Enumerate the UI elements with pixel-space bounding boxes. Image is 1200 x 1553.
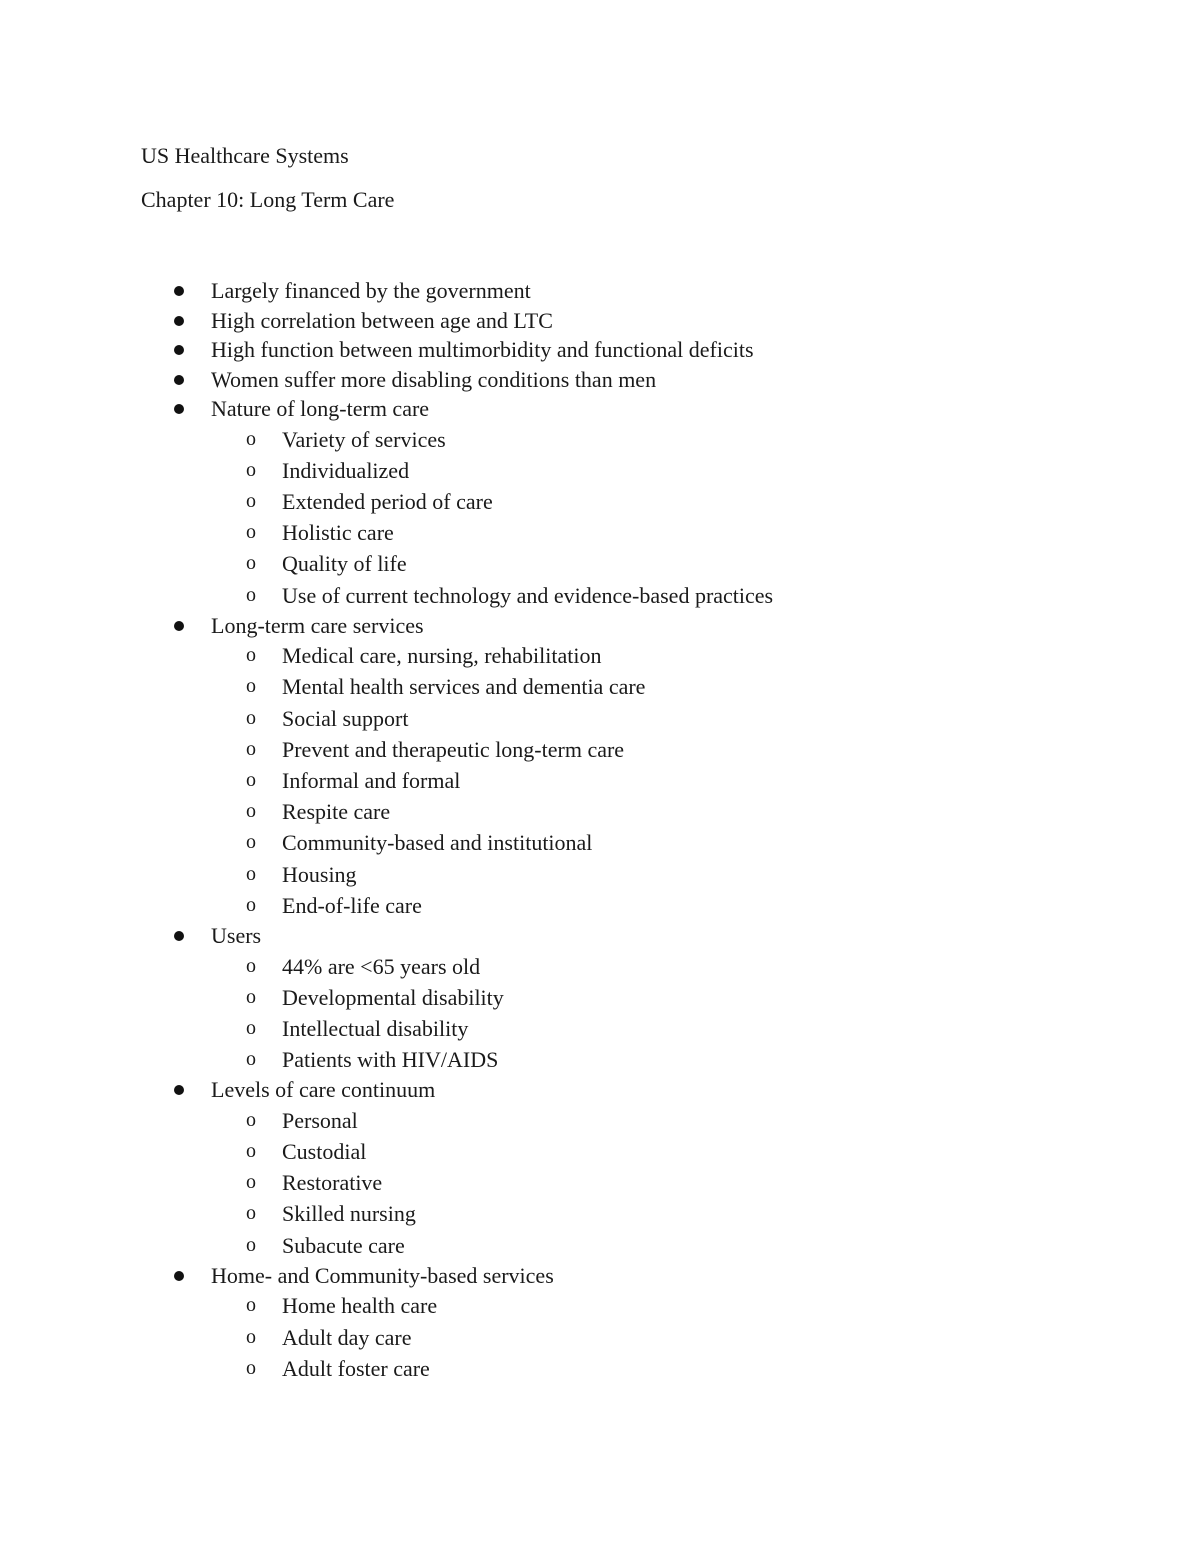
sub-bullet-text: Patients with HIV/AIDS: [282, 1047, 499, 1073]
sub-bullet-item: [0, 703, 1200, 734]
bullet-item: [0, 306, 1200, 336]
hollow-bullet-icon: o: [246, 985, 256, 1008]
sub-bullet-text: Home health care: [282, 1293, 438, 1319]
hollow-bullet-icon: o: [246, 521, 256, 544]
sub-bullet-item: [0, 424, 1200, 455]
sub-bullet-item: [0, 1290, 1200, 1321]
hollow-bullet-icon: o: [246, 862, 256, 885]
hollow-bullet-icon: o: [246, 800, 256, 823]
notes-list: [0, 276, 1200, 1384]
sub-bullet-item: [0, 580, 1200, 611]
sub-bullet-item: [0, 982, 1200, 1013]
sub-bullet-text: Adult foster care: [282, 1355, 430, 1381]
sub-bullet-text: Subacute care: [282, 1232, 405, 1258]
sub-list: [0, 640, 1200, 921]
sub-bullet-text: Community-based and institutional: [282, 830, 593, 856]
sub-bullet-item: [0, 671, 1200, 702]
chapter-heading: Chapter 10: Long Term Care: [141, 187, 395, 212]
hollow-bullet-icon: o: [246, 1356, 256, 1379]
bullet-item: [0, 394, 1200, 424]
sub-bullet-item: [0, 1322, 1200, 1353]
sub-bullet-item: [0, 951, 1200, 982]
hollow-bullet-icon: o: [246, 706, 256, 729]
sub-bullet-text: 44% are <65 years old: [282, 953, 481, 979]
hollow-bullet-icon: o: [246, 1048, 256, 1071]
bullet-dot-icon: [174, 621, 184, 631]
bullet-dot-icon: [174, 286, 184, 296]
bullet-text: Users: [211, 923, 262, 949]
sub-bullet-text: Extended period of care: [282, 488, 493, 514]
sub-bullet-text: Developmental disability: [282, 984, 504, 1010]
bullet-item: [0, 276, 1200, 306]
bullet-dot-icon: [174, 375, 184, 385]
hollow-bullet-icon: o: [246, 769, 256, 792]
sub-bullet-item: [0, 765, 1200, 796]
sub-bullet-text: Use of current technology and evidence-based practices: [282, 582, 774, 608]
bullet-text: Home- and Community-based services: [211, 1262, 554, 1288]
hollow-bullet-icon: o: [246, 458, 256, 481]
hollow-bullet-icon: o: [246, 1233, 256, 1256]
hollow-bullet-icon: o: [246, 1171, 256, 1194]
hollow-bullet-icon: o: [246, 1140, 256, 1163]
bullet-dot-icon: [174, 316, 184, 326]
bullet-text: Levels of care continuum: [211, 1077, 436, 1103]
sub-bullet-text: Social support: [282, 705, 409, 731]
sub-bullet-item: [0, 548, 1200, 579]
hollow-bullet-icon: o: [246, 583, 256, 606]
sub-bullet-item: [0, 1105, 1200, 1136]
hollow-bullet-icon: o: [246, 427, 256, 450]
sub-bullet-text: Individualized: [282, 457, 410, 483]
sub-bullet-text: Adult day care: [282, 1324, 412, 1350]
sub-list: [0, 1290, 1200, 1384]
sub-bullet-text: Skilled nursing: [282, 1201, 416, 1227]
sub-bullet-item: [0, 1013, 1200, 1044]
sub-bullet-text: Prevent and therapeutic long-term care: [282, 736, 625, 762]
sub-bullet-text: Holistic care: [282, 520, 394, 546]
sub-bullet-text: Mental health services and dementia care: [282, 674, 646, 700]
sub-bullet-item: [0, 1230, 1200, 1261]
hollow-bullet-icon: o: [246, 1108, 256, 1131]
bullet-text: Long-term care services: [211, 612, 424, 638]
hollow-bullet-icon: o: [246, 954, 256, 977]
hollow-bullet-icon: o: [246, 831, 256, 854]
sub-bullet-text: Variety of services: [282, 426, 446, 452]
sub-bullet-item: [0, 827, 1200, 858]
sub-bullet-item: [0, 1167, 1200, 1198]
sub-bullet-text: Medical care, nursing, rehabilitation: [282, 643, 602, 669]
bullet-dot-icon: [174, 404, 184, 414]
bullet-item: [0, 1075, 1200, 1105]
bullet-text: Nature of long-term care: [211, 396, 430, 421]
hollow-bullet-icon: o: [246, 1325, 256, 1348]
bullet-text: High function between multimorbidity and functional deficits: [211, 337, 754, 362]
bullet-text: High correlation between age and LTC: [211, 307, 553, 333]
bullet-item: [0, 365, 1200, 395]
bullet-item: [0, 921, 1200, 951]
hollow-bullet-icon: o: [246, 489, 256, 512]
sub-bullet-text: Housing: [282, 861, 357, 887]
sub-bullet-item: [0, 517, 1200, 548]
bullet-dot-icon: [174, 1271, 184, 1281]
sub-bullet-item: [0, 1353, 1200, 1384]
sub-bullet-text: Restorative: [282, 1170, 383, 1196]
hollow-bullet-icon: o: [246, 675, 256, 698]
bullet-dot-icon: [174, 345, 184, 355]
bullet-text: Women suffer more disabling conditions than men: [211, 366, 657, 392]
sub-bullet-item: [0, 640, 1200, 671]
bullet-item: [0, 335, 1200, 365]
hollow-bullet-icon: o: [246, 1016, 256, 1039]
sub-bullet-item: [0, 486, 1200, 517]
sub-bullet-item: [0, 455, 1200, 486]
sub-bullet-item: [0, 1136, 1200, 1167]
hollow-bullet-icon: o: [246, 893, 256, 916]
hollow-bullet-icon: o: [246, 737, 256, 760]
sub-bullet-text: Personal: [282, 1107, 358, 1133]
sub-bullet-item: [0, 1198, 1200, 1229]
bullet-item: [0, 611, 1200, 641]
hollow-bullet-icon: o: [246, 1202, 256, 1225]
sub-bullet-item: [0, 796, 1200, 827]
hollow-bullet-icon: o: [246, 1294, 256, 1317]
sub-bullet-item: [0, 1044, 1200, 1075]
sub-list: [0, 1105, 1200, 1261]
bullet-text: Largely financed by the government: [211, 278, 531, 303]
hollow-bullet-icon: o: [246, 644, 256, 667]
sub-bullet-text: Respite care: [282, 799, 391, 825]
sub-bullet-text: End-of-life care: [282, 892, 422, 918]
sub-bullet-text: Informal and formal: [282, 768, 461, 794]
sub-bullet-item: [0, 734, 1200, 765]
hollow-bullet-icon: o: [246, 552, 256, 575]
sub-bullet-text: Quality of life: [282, 551, 407, 577]
sub-list: [0, 424, 1200, 611]
sub-list: [0, 951, 1200, 1076]
sub-bullet-text: Custodial: [282, 1139, 367, 1165]
bullet-dot-icon: [174, 931, 184, 941]
document-title: US Healthcare Systems: [141, 143, 349, 168]
bullet-item: [0, 1261, 1200, 1291]
sub-bullet-item: [0, 890, 1200, 921]
sub-bullet-item: [0, 859, 1200, 890]
sub-bullet-text: Intellectual disability: [282, 1015, 469, 1041]
